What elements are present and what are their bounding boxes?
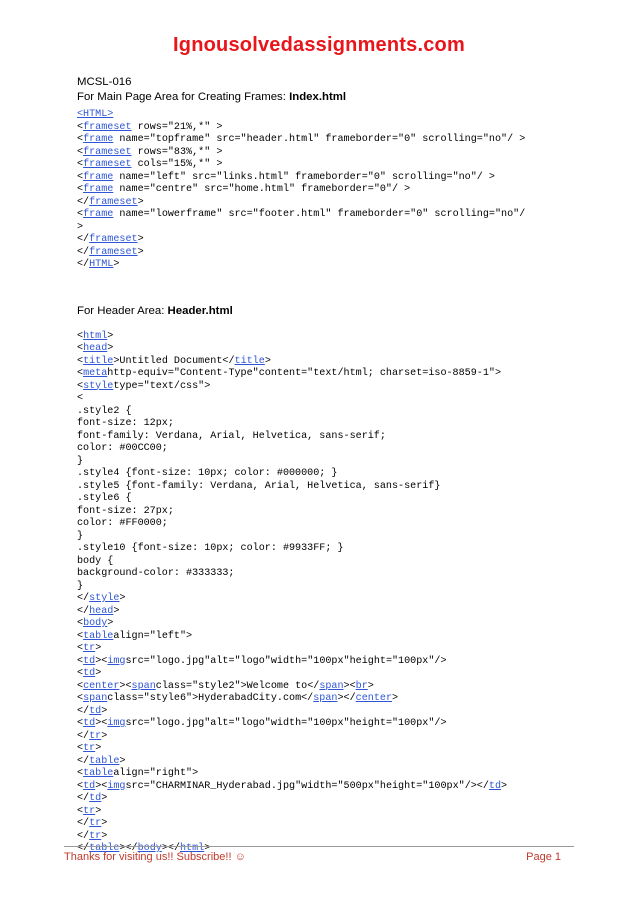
code-text: < <box>77 184 84 195</box>
code-keyword: title <box>83 355 114 367</box>
code-line <box>77 681 577 694</box>
code-line <box>77 172 577 185</box>
code-text: < <box>77 209 84 220</box>
code-line <box>77 197 577 210</box>
code-text: color: #FF0000; <box>77 518 168 529</box>
code-text: .style5 {font-family: Verdana, Arial, Helvetica, sans-serif} <box>77 480 441 492</box>
code-keyword: td <box>89 793 102 804</box>
code-keyword: span <box>319 680 344 692</box>
code-keyword: html <box>180 843 205 854</box>
code-text: </ <box>77 843 90 854</box>
code-line <box>77 693 577 706</box>
code-keyword: td <box>83 780 96 792</box>
code-line <box>77 147 577 160</box>
code-line <box>77 656 577 669</box>
code-keyword: tr <box>83 805 96 817</box>
section1-intro: For Main Page Area for Creating Frames: <box>77 91 290 103</box>
code-keyword: table <box>83 768 114 779</box>
code-text: > <box>101 705 108 717</box>
code-text: src="logo.jpg"alt="logo"width="100px"height="100px"/> <box>125 655 447 667</box>
code-keyword: tr <box>83 743 96 754</box>
code-text: > <box>501 780 508 792</box>
code-keyword: td <box>83 655 96 667</box>
code-text: name="topframe" src="header.html" frameborder="0" scrolling="no"/ > <box>113 134 526 145</box>
section1-heading <box>77 90 577 105</box>
code-line <box>77 668 577 681</box>
footer-divider <box>64 846 574 847</box>
code-text: < <box>77 743 84 754</box>
code-line <box>77 768 577 781</box>
code-keyword: head <box>83 343 108 354</box>
code-text: background-color: #333333; <box>77 568 235 579</box>
code-text: >< <box>95 655 108 667</box>
code-text: > <box>137 234 144 245</box>
code-line <box>77 831 577 844</box>
code-line <box>77 531 577 544</box>
code-line <box>77 331 577 344</box>
code-text: >< <box>95 718 108 729</box>
code-line <box>77 418 577 431</box>
code-keyword: frame <box>83 134 114 145</box>
code-line <box>77 718 577 731</box>
code-line <box>77 443 577 456</box>
code-text: } <box>77 580 84 592</box>
code-text: > <box>101 730 108 742</box>
code-text: < <box>77 380 84 392</box>
code-text: </ <box>77 246 90 258</box>
code-text: .style4 {font-size: 10px; color: #000000; } <box>77 468 338 479</box>
code-line <box>77 381 577 394</box>
code-line <box>77 543 577 556</box>
code-line <box>77 643 577 656</box>
code-line <box>77 756 577 769</box>
code-text: > <box>107 343 114 354</box>
code-line <box>77 393 577 406</box>
code-text: < <box>77 655 84 667</box>
code-keyword: tr <box>89 830 102 842</box>
code-keyword: img <box>107 655 126 667</box>
site-title: Ignousolvedassignments.com <box>173 34 465 56</box>
code-line <box>77 468 577 481</box>
code-keyword: <HTML> <box>77 109 114 120</box>
code-text: cols="15%,*" > <box>131 159 223 170</box>
code-keyword: style <box>89 593 120 604</box>
code-keyword: td <box>89 705 102 717</box>
code-line <box>77 518 577 531</box>
code-text: > <box>119 755 126 767</box>
code-line <box>77 222 577 235</box>
code-line <box>77 781 577 794</box>
code-text: ></ <box>119 843 138 854</box>
code-text: < <box>77 146 84 158</box>
code-line <box>77 109 577 122</box>
code-keyword: tr <box>89 818 102 829</box>
code-keyword: frameset <box>83 121 132 133</box>
code-text: < <box>77 121 84 133</box>
code-text: > <box>77 221 84 233</box>
code-text: font-size: 27px; <box>77 505 174 517</box>
code-line <box>77 356 577 369</box>
code-text: < <box>77 368 84 379</box>
code-text: } <box>77 530 84 542</box>
code-text: </ <box>77 830 90 842</box>
code-text: </ <box>77 196 90 208</box>
code-text: < <box>77 643 84 654</box>
code-text: font-family: Verdana, Arial, Helvetica, sans-serif; <box>77 430 386 442</box>
code-text: src="logo.jpg"alt="logo"width="100px"height="100px"/> <box>125 718 447 729</box>
code-keyword: span <box>83 693 108 704</box>
page-number: Page 1 <box>526 851 561 863</box>
code-block-header <box>77 331 577 856</box>
code-text: </ <box>77 793 90 804</box>
code-line <box>77 593 577 606</box>
code-line <box>77 706 577 719</box>
code-text: </ <box>77 259 90 270</box>
code-line <box>77 568 577 581</box>
code-keyword: body <box>137 843 162 854</box>
code-text: > <box>204 843 211 854</box>
code-keyword: head <box>89 605 114 617</box>
code-keyword: img <box>107 780 126 792</box>
section2-heading <box>77 304 577 319</box>
code-line <box>77 184 577 197</box>
code-line <box>77 122 577 135</box>
code-text: < <box>77 134 84 145</box>
code-text: </ <box>77 705 90 717</box>
code-text: < <box>77 393 84 404</box>
code-line <box>77 618 577 631</box>
code-line <box>77 743 577 756</box>
code-text: http-equiv="Content-Type"content="text/html; charset=iso-8859-1"> <box>107 368 502 379</box>
code-line <box>77 247 577 260</box>
code-text: > <box>95 805 102 817</box>
code-text: class="style6">HyderabadCity.com</ <box>107 693 314 704</box>
code-text: > <box>107 330 114 342</box>
code-text: < <box>77 668 84 679</box>
code-keyword: frameset <box>89 196 138 208</box>
code-keyword: center <box>83 680 120 692</box>
code-text: >< <box>343 680 356 692</box>
code-text: name="left" src="links.html" frameborder="0" scrolling="no"/ > <box>113 171 495 183</box>
code-line <box>77 431 577 444</box>
code-line <box>77 209 577 222</box>
code-text: >< <box>119 680 132 692</box>
code-keyword: body <box>83 618 108 629</box>
code-keyword: table <box>89 755 120 767</box>
code-text: > <box>367 680 374 692</box>
code-keyword: frameset <box>83 159 132 170</box>
code-text: < <box>77 618 84 629</box>
code-text: } <box>77 455 84 467</box>
code-text: < <box>77 718 84 729</box>
code-line <box>77 631 577 644</box>
code-line <box>77 134 577 147</box>
code-text: </ <box>77 755 90 767</box>
code-text: >< <box>95 780 108 792</box>
code-text: rows="21%,*" > <box>131 121 223 133</box>
code-text: < <box>77 680 84 692</box>
code-text: > <box>137 246 144 258</box>
code-text: type="text/css"> <box>113 380 211 392</box>
code-text: .style10 {font-size: 10px; color: #9933FF; } <box>77 543 344 554</box>
code-block-index <box>77 109 577 272</box>
code-line <box>77 481 577 494</box>
code-text: > <box>95 643 102 654</box>
code-text: ></ <box>337 693 356 704</box>
code-text: name="lowerframe" src="footer.html" frameborder="0" scrolling="no"/ <box>113 209 526 220</box>
code-keyword: HTML <box>89 259 114 270</box>
code-text: </ <box>77 730 90 742</box>
code-text: < <box>77 630 84 642</box>
code-text: color: #00CC00; <box>77 443 168 454</box>
code-text: </ <box>77 818 90 829</box>
code-text: body { <box>77 555 114 567</box>
code-keyword: span <box>131 680 156 692</box>
code-text: align="right"> <box>113 768 199 779</box>
code-keyword: frame <box>83 184 114 195</box>
code-keyword: img <box>107 718 126 729</box>
code-keyword: table <box>83 630 114 642</box>
code-text: .style2 { <box>77 405 132 417</box>
code-line <box>77 159 577 172</box>
code-keyword: meta <box>83 368 108 379</box>
code-line <box>77 818 577 831</box>
code-text: > <box>137 196 144 208</box>
code-text: font-size: 12px; <box>77 418 174 429</box>
code-text: < <box>77 343 84 354</box>
code-text: </ <box>77 605 90 617</box>
code-text: < <box>77 768 84 779</box>
code-text: > <box>119 593 126 604</box>
code-line <box>77 606 577 619</box>
code-text: > <box>101 793 108 804</box>
code-text: < <box>77 159 84 170</box>
code-keyword: frame <box>83 209 114 220</box>
code-line <box>77 493 577 506</box>
code-text: align="left"> <box>113 630 193 642</box>
code-keyword: frame <box>83 171 114 183</box>
code-text: < <box>77 330 84 342</box>
code-keyword: html <box>83 330 108 342</box>
course-code: MCSL-016 <box>77 76 132 88</box>
code-text: ></ <box>161 843 180 854</box>
code-line <box>77 456 577 469</box>
code-keyword: frameset <box>89 246 138 258</box>
code-line <box>77 806 577 819</box>
code-keyword: tr <box>83 643 96 654</box>
code-text: class="style2">Welcome to</ <box>155 680 320 692</box>
code-keyword: table <box>89 843 120 854</box>
code-line <box>77 581 577 594</box>
code-line <box>77 234 577 247</box>
code-line <box>77 731 577 744</box>
code-keyword: title <box>234 355 265 367</box>
code-keyword: frameset <box>89 234 138 245</box>
code-text: > <box>101 818 108 829</box>
code-text: > <box>107 618 114 629</box>
code-line <box>77 506 577 519</box>
code-text: > <box>392 693 399 704</box>
section2-filename: Header.html <box>167 304 233 317</box>
code-keyword: td <box>488 780 502 792</box>
code-text: < <box>77 171 84 183</box>
code-text: < <box>77 693 84 704</box>
code-text: > <box>113 259 120 270</box>
code-text: name="centre" src="home.html" frameborder="0"/ > <box>113 184 411 195</box>
code-line <box>77 368 577 381</box>
code-keyword: tr <box>89 730 102 742</box>
code-line <box>77 406 577 419</box>
code-text: </ <box>77 593 90 604</box>
section1-filename: Index.html <box>289 91 347 103</box>
code-text: > <box>95 743 102 754</box>
code-keyword: td <box>83 718 96 729</box>
code-keyword: span <box>313 693 338 704</box>
code-text: < <box>77 805 84 817</box>
code-line <box>77 259 577 272</box>
section2-intro: For Header Area: <box>77 304 168 317</box>
code-line <box>77 343 577 356</box>
code-text: > <box>101 830 108 842</box>
code-line <box>77 556 577 569</box>
code-text: > <box>113 605 120 617</box>
code-keyword: br <box>355 680 368 692</box>
code-text: rows="83%,*" > <box>131 146 223 158</box>
code-text: .style6 { <box>77 493 132 504</box>
code-keyword: style <box>83 380 114 392</box>
document-body <box>77 75 577 856</box>
code-text: < <box>77 355 84 367</box>
code-text: < <box>77 780 84 792</box>
code-keyword: center <box>355 693 392 704</box>
code-keyword: td <box>83 668 96 679</box>
code-keyword: frameset <box>83 146 132 158</box>
code-line <box>77 793 577 806</box>
footer-subscribe-text: Thanks for visiting us!! Subscribe!! ☺ <box>64 851 246 863</box>
code-text: </ <box>77 234 90 245</box>
code-text: > <box>95 668 102 679</box>
code-text: >Untitled Document</ <box>113 355 235 367</box>
code-text: > <box>264 355 271 367</box>
code-text: src="CHARMINAR_Hyderabad.jpg"width="500px"height="100px"/></ <box>125 780 489 792</box>
